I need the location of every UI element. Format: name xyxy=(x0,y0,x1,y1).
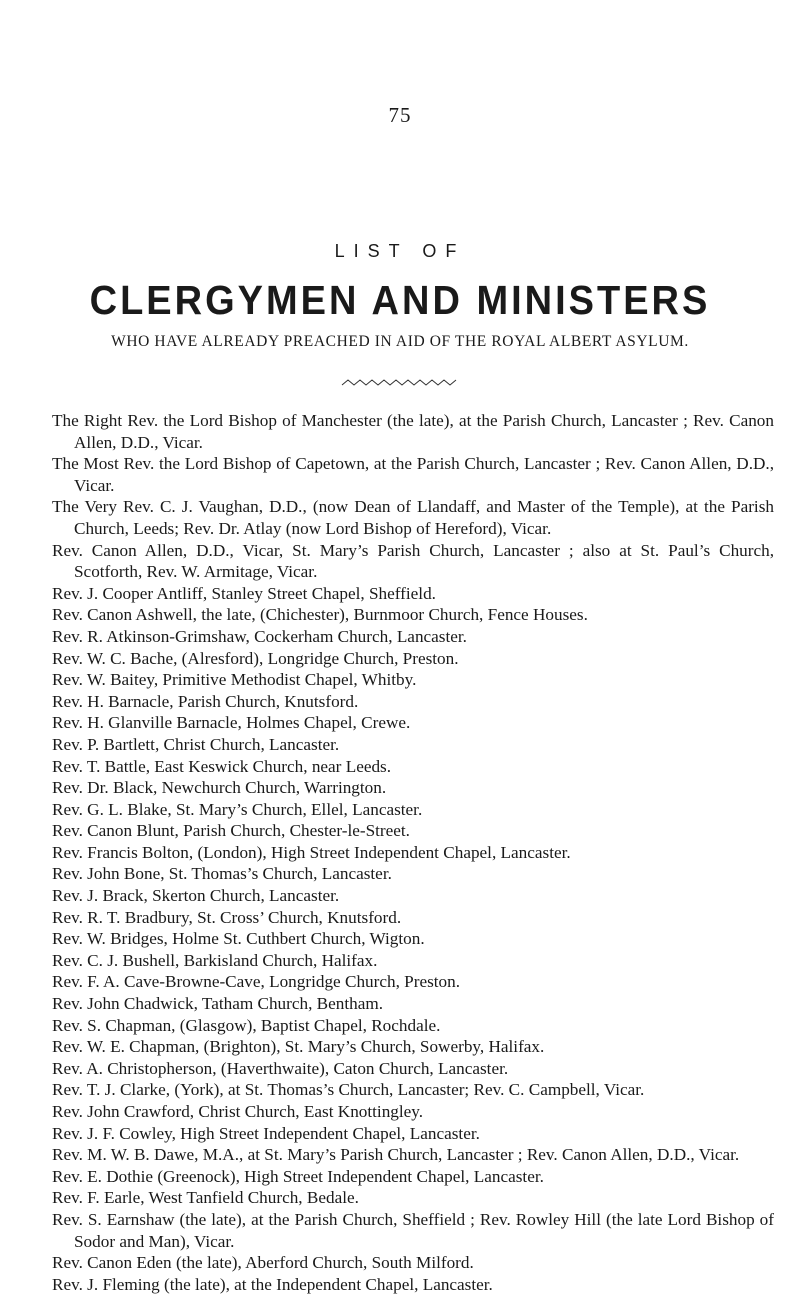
list-item: Rev. F. A. Cave-Browne-Cave, Longridge Church, Preston. xyxy=(52,972,461,992)
list-item: Rev. G. L. Blake, St. Mary’s Church, Ellel, Lancaster. xyxy=(52,799,423,819)
list-item: Rev. W. C. Bache, (Alresford), Longridge Church, Preston. xyxy=(52,648,459,668)
clergy-list xyxy=(52,410,774,1295)
list-item: The Right Rev. the Lord Bishop of Manchester (the late), at the Parish Church, Lancaster ; Rev. Canon Allen, D.D., Vicar. xyxy=(52,411,774,452)
list-item: Rev. H. Glanville Barnacle, Holmes Chapel, Crewe. xyxy=(52,713,411,733)
list-item: Rev. S. Earnshaw (the late), at the Parish Church, Sheffield ; Rev. Rowley Hill (the late Lord Bishop of Sodor and Man), Vicar. xyxy=(52,1209,774,1251)
list-item: Rev. E. Dothie (Greenock), High Street Independent Chapel, Lancaster. xyxy=(52,1166,544,1186)
list-item: Rev. J. F. Cowley, High Street Independent Chapel, Lancaster. xyxy=(52,1123,480,1143)
list-item: Rev. Canon Allen, D.D., Vicar, St. Mary’s Parish Church, Lancaster ; also at St. Paul’s Church, Scotforth, Rev. W. Armitage, Vicar. xyxy=(52,540,774,582)
list-item: Rev. J. Brack, Skerton Church, Lancaster. xyxy=(52,886,340,906)
list-item: Rev. H. Barnacle, Parish Church, Knutsford. xyxy=(52,691,359,711)
list-item: Rev. Canon Eden (the late), Aberford Church, South Milford. xyxy=(52,1253,474,1273)
list-item: Rev. R. T. Bradbury, St. Cross’ Church, Knutsford. xyxy=(52,907,402,927)
page-subtitle: WHO HAVE ALREADY PREACHED IN AID OF THE ROYAL ALBERT ASYLUM. xyxy=(111,333,689,350)
list-item: Rev. A. Christopherson, (Haverthwaite), Caton Church, Lancaster. xyxy=(52,1058,509,1078)
list-item: Rev. C. J. Bushell, Barkisland Church, Halifax. xyxy=(52,950,378,970)
list-item: Rev. Canon Blunt, Parish Church, Chester-le-Street. xyxy=(52,821,410,841)
page-title: CLERGYMEN AND MINISTERS xyxy=(89,278,711,324)
list-item: Rev. T. Battle, East Keswick Church, near Leeds. xyxy=(52,756,392,776)
list-item: Rev. W. Baitey, Primitive Methodist Chapel, Whitby. xyxy=(52,670,417,690)
list-item: Rev. John Crawford, Christ Church, East Knottingley. xyxy=(52,1102,424,1121)
list-item: Rev. W. Bridges, Holme St. Cuthbert Church, Wigton. xyxy=(52,929,425,949)
list-item: Rev. F. Earle, West Tanfield Church, Bedale. xyxy=(52,1188,359,1208)
list-item: Rev. S. Chapman, (Glasgow), Baptist Chapel, Rochdale. xyxy=(52,1015,441,1035)
list-item: Rev. John Bone, St. Thomas’s Church, Lancaster. xyxy=(52,864,392,884)
list-item: The Very Rev. C. J. Vaughan, D.D., (now Dean of Llandaff, and Master of the Temple), at the Parish Church, Leeds; Rev. Dr. Atlay (now Lord Bishop of Hereford), Vicar. xyxy=(52,497,774,538)
list-item: The Most Rev. the Lord Bishop of Capetown, at the Parish Church, Lancaster ; Rev. Canon Allen, D.D., Vicar. xyxy=(52,454,774,495)
page-number: 75 xyxy=(388,103,412,127)
list-item: Rev. John Chadwick, Tatham Church, Bentham. xyxy=(52,994,384,1014)
list-item: Rev. Francis Bolton, (London), High Street Independent Chapel, Lancaster. xyxy=(52,842,571,862)
list-item: Rev. R. Atkinson-Grimshaw, Cockerham Church, Lancaster. xyxy=(52,626,467,646)
list-item: Rev. Canon Ashwell, the late, (Chichester), Burnmoor Church, Fence Houses. xyxy=(52,605,588,625)
list-item: Rev. J. Fleming (the late), at the Independent Chapel, Lancaster. xyxy=(52,1274,493,1294)
list-item: Rev. P. Bartlett, Christ Church, Lancaster. xyxy=(52,734,340,754)
list-item: Rev. M. W. B. Dawe, M.A., at St. Mary’s Parish Church, Lancaster ; Rev. Canon Allen, D.D., Vicar. xyxy=(52,1145,740,1165)
heading-list-of: LIST OF xyxy=(334,241,466,261)
list-item: Rev. Dr. Black, Newchurch Church, Warrington. xyxy=(52,778,387,798)
list-item: Rev. J. Cooper Antliff, Stanley Street Chapel, Sheffield. xyxy=(52,583,436,603)
wavy-rule-ornament xyxy=(340,376,460,388)
list-item: Rev. W. E. Chapman, (Brighton), St. Mary’s Church, Sowerby, Halifax. xyxy=(52,1037,545,1057)
list-item: Rev. T. J. Clarke, (York), at St. Thomas’s Church, Lancaster; Rev. C. Campbell, Vicar. xyxy=(52,1080,645,1100)
